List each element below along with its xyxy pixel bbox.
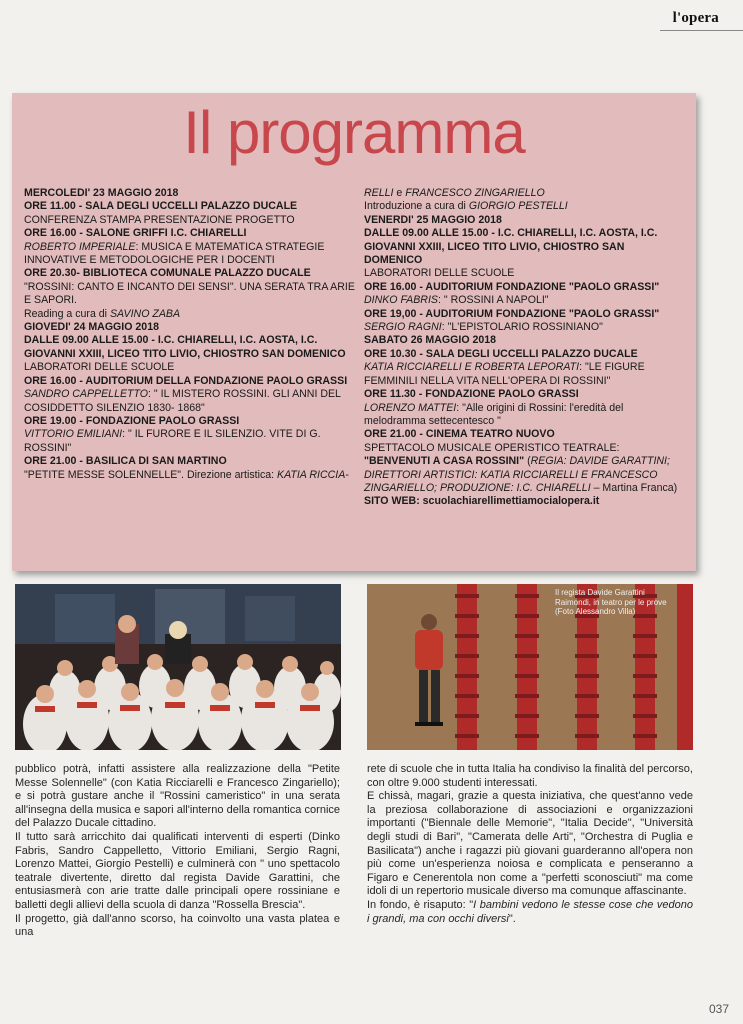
theatre-photo: [367, 584, 693, 750]
programme-heading: ORE 16.00 - SALONE GRIFFI I.C. CHIARELLI: [24, 227, 247, 240]
programme-entry: [364, 321, 684, 334]
text-run: : MUSICA E MATEMATICA STRATEGIE INNOVATIVE E METODOLOGICHE PER I DOCENTI: [24, 240, 325, 267]
text-run: pubblico potrà, infatti assistere alla realizzazione della "Petite Messe Solennelle" (con Katia Ricciarelli e Francesco Zingariello); e si potrà gustare anche il "Rossini cameristico" in una serata all'insegna della musica e sapori all'interno della romantica cornice del Palazzo Ducale cittadino.: [15, 763, 340, 830]
programme-heading: DALLE 09.00 ALLE 15.00 - I.C. CHIARELLI, I.C. AOSTA, I.C. GIOVANNI XXIII, LICEO TITO LIVIO, CHIOSTRO SAN DOMENICO: [24, 334, 346, 360]
article-paragraph: [367, 763, 693, 790]
speaker-name: SERGIO RAGNI: [364, 321, 442, 334]
programme-entry: [364, 200, 684, 213]
programme-heading: ORE 11.00 - SALA DEGLI UCCELLI PALAZZO DUCALE: [24, 200, 298, 213]
article-column-right: [367, 763, 693, 926]
programme-heading: ORE 19,00 - AUDITORIUM FONDAZIONE "PAOLO GRASSI": [364, 307, 660, 320]
magazine-brand: l'opera: [672, 10, 719, 26]
programme-title: Il programma: [183, 99, 525, 166]
article-paragraph: [15, 831, 340, 913]
programme-panel: [12, 93, 696, 571]
programme-entry: LABORATORI DELLE SCUOLE: [364, 267, 515, 280]
programme-heading: ORE 19.00 - FONDAZIONE PAOLO GRASSI: [24, 414, 240, 427]
programme-heading: ORE 10.30 - SALA DEGLI UCCELLI PALAZZO DUCALE: [364, 347, 638, 360]
choir-photo: [15, 584, 341, 750]
programme-heading: VENERDI' 25 MAGGIO 2018: [364, 213, 502, 226]
programme-entry: [364, 402, 684, 429]
text-run: Il progetto, già dall'anno scorso, ha coinvolto una vasta platea e una: [15, 912, 340, 939]
programme-column-left: [24, 187, 356, 482]
text-run: : " ROSSINI A NAPOLI": [437, 294, 549, 307]
text-run: – Martina Franca): [590, 481, 678, 494]
programme-entry: CONFERENZA STAMPA PRESENTAZIONE PROGETTO: [24, 213, 295, 226]
speaker-name: FRANCESCO ZINGARIELLO: [405, 187, 545, 199]
text-run: rete di scuole che in tutta Italia ha condiviso la finalità del percorso, con oltre 9.000 studenti interessati.: [367, 763, 693, 789]
text-run: : "Alle origini di Rossini: l'eredità del melodramma settecentesco ": [364, 401, 624, 427]
programme-entry: [364, 361, 684, 388]
text-run: e: [393, 187, 406, 199]
theatre-photo-caption: Il regista Davide Garattini Raimondi, in teatro per le prove (Foto Alessandro Villa): [555, 588, 667, 616]
programme-heading: ORE 16.00 - AUDITORIUM DELLA FONDAZIONE PAOLO GRASSI: [24, 374, 348, 387]
programme-entry: [24, 308, 356, 321]
programme-entry: [24, 469, 356, 482]
programme-heading: ORE 20.30- BIBLIOTECA COMUNALE PALAZZO DUCALE: [24, 267, 311, 280]
programme-entry: [364, 187, 684, 200]
programme-heading: ORE 16.00 - AUDITORIUM FONDAZIONE "PAOLO GRASSI": [364, 280, 660, 293]
programme-entry: [24, 388, 356, 415]
speaker-name: KATIA RICCIARELLI E ROBERTA LEPORATI: [364, 361, 580, 374]
programme-heading: ORE 21.00 - CINEMA TEATRO NUOVO: [364, 428, 555, 441]
text-run: E chissà, magari, grazie a questa iniziativa, che quest'anno vede la preziosa collaborazione di associazioni e organizzazioni importanti ("Biennale delle Memorie", "Italia Decide", "Università degli studi di Bari", "Camerata delle Arti", "Orchestra di Puglia e Basilicata") anche i ragazzi più giovani guarderanno all'opera non più come un'esperienza noiosa e complicata e penseranno a Figaro e Cenerentola non come a "perfetti sconosciuti" ma come idoli di un repertorio musicale diverso ma comunque affascinante.: [367, 790, 693, 898]
programme-heading: SABATO 26 MAGGIO 2018: [364, 334, 497, 347]
speaker-name: SAVINO ZABA: [109, 307, 181, 320]
text-run: "PETITE MESSE SOLENNELLE". Direzione artistica:: [24, 468, 278, 481]
programme-heading: GIOVEDI' 24 MAGGIO 2018: [24, 321, 159, 334]
speaker-name: ROBERTO IMPERIALE: [24, 240, 136, 253]
text-run: Il tutto sarà arricchito dai qualificati interventi di esperti (Dinko Fabris, Sandro Cappelletto, Vittorio Emiliani, Sergio Ragni, Lorenzo Mattei, Giorgio Pestelli) e culminerà con " uno spettacolo teatrale divertente, diretto dal regista Davide Garattini, che entusiasmerà con arie tratte dalle principali opere rossiniane e balletti degli allievi della scuola di danza "Rossella Brescia".: [15, 830, 340, 911]
speaker-name: I bambini vedono le stesse cose che vedono i grandi, ma con occhi diversi: [367, 898, 693, 925]
text-run: Introduzione a cura di: [364, 200, 469, 213]
speaker-name: DINKO FABRIS: [364, 294, 438, 307]
speaker-name: VITTORIO EMILIANI: [24, 428, 123, 441]
speaker-name: SANDRO CAPPELLETTO: [24, 388, 149, 401]
text-run: "BENVENUTI A CASA ROSSINI": [364, 455, 525, 468]
text-run: Reading a cura di: [24, 307, 110, 320]
programme-heading: MERCOLEDI' 23 MAGGIO 2018: [24, 187, 179, 199]
article-paragraph: [15, 763, 340, 831]
programme-entry: [364, 294, 684, 307]
article-paragraph: [15, 913, 340, 940]
text-run: In fondo, è risaputo: ": [367, 898, 474, 911]
speaker-name: GIORGIO PESTELLI: [468, 200, 568, 213]
article-paragraph: [367, 899, 693, 926]
programme-heading: ORE 21.00 - BASILICA DI SAN MARTINO: [24, 455, 227, 468]
choir-photo-art: [15, 584, 341, 750]
header-rule: [660, 30, 743, 31]
speaker-name: REGIA: DAVIDE GARATTINI; DIRETTORI ARTISTICI: KATIA RICCIARELLI E FRANCESCO ZINGARIELLO; PRODUZIONE: I.C. CHIARELLI: [364, 455, 670, 494]
text-run: : "L'EPISTOLARIO ROSSINIANO": [441, 321, 603, 334]
article-column-left: [15, 763, 340, 940]
text-run: : "LE FIGURE FEMMINILI NELLA VITA NELL'OPERA DI ROSSINI": [364, 361, 645, 387]
programme-heading: SITO WEB: scuolachiarellimettiamocialopera.it: [364, 495, 600, 508]
programme-entry: [24, 241, 356, 268]
programme-heading: ORE 11.30 - FONDAZIONE PAOLO GRASSI: [364, 388, 579, 401]
programme-entry: LABORATORI DELLE SCUOLE: [24, 361, 175, 374]
programme-entry: [24, 428, 356, 455]
programme-entry: [364, 442, 684, 496]
speaker-name: LORENZO MATTEI: [364, 401, 457, 414]
text-run: SPETTACOLO MUSICALE OPERISTICO TEATRALE:: [364, 441, 620, 454]
programme-entry: "ROSSINI: CANTO E INCANTO DEI SENSI". UNA SERATA TRA ARIE E SAPORI.: [24, 280, 355, 307]
speaker-name: RELLI: [364, 187, 394, 199]
text-run: : " IL FURORE E IL SILENZIO. VITE DI G. ROSSINI": [24, 428, 321, 454]
text-run: ".: [508, 912, 516, 925]
article-paragraph: [367, 790, 693, 899]
text-run: : " IL MISTERO ROSSINI. GLI ANNI DEL COSIDDETTO SILENZIO 1830- 1868": [24, 388, 341, 414]
text-run: (: [524, 455, 531, 468]
speaker-name: KATIA RICCIA-: [277, 468, 349, 481]
programme-column-right: [364, 187, 684, 509]
programme-heading: DALLE 09.00 ALLE 15.00 - I.C. CHIARELLI, I.C. AOSTA, I.C. GIOVANNI XXIII, LICEO TITO LIVIO, CHIOSTRO SAN DOMENICO: [364, 227, 658, 267]
page-number: 037: [708, 1002, 729, 1016]
